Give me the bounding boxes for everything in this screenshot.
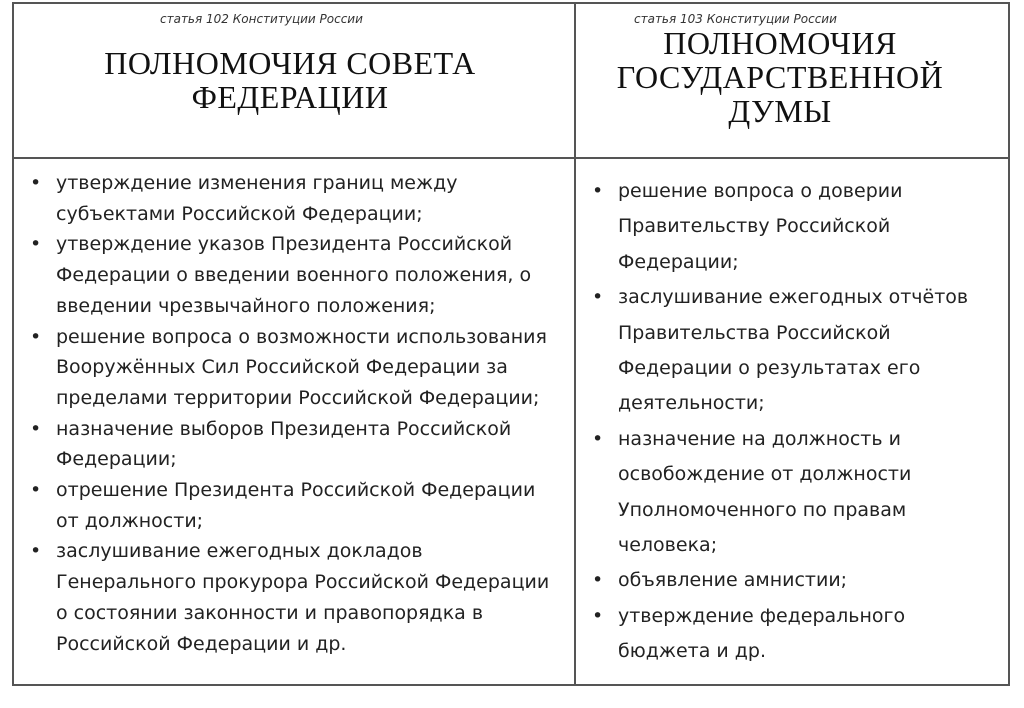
state-duma-powers-list: [618, 174, 988, 670]
list-item: • заслушивание ежегодных докладов Генерального прокурора Российской Федерации о состоянии законности и правопорядка в Российской Федерации и др.: [56, 536, 552, 659]
title-line: ГОСУДАРСТВЕННОЙ: [616, 59, 944, 95]
federation-council-title: [40, 46, 540, 114]
title-line: ПОЛНОМОЧИЯ СОВЕТА: [104, 45, 476, 81]
left-article-reference: статья 102 Конституции России: [160, 12, 363, 26]
title-line: ПОЛНОМОЧИЯ: [663, 25, 897, 61]
list-item: • утверждение изменения границ между субъектами Российской Федерации;: [56, 168, 552, 229]
list-item: • отрешение Президента Российской Федерации от должности;: [56, 475, 552, 536]
list-item: • назначение на должность и освобождение от должности Уполномоченного по правам человека;: [618, 422, 988, 564]
list-item: • решение вопроса о доверии Правительству Российской Федерации;: [618, 174, 988, 280]
list-item: • объявление амнистии;: [618, 563, 988, 598]
list-item: • решение вопроса о возможности использования Вооружённых Сил Российской Федерации за пределами территории Российской Федерации;: [56, 322, 552, 414]
list-item: • заслушивание ежегодных отчётов Правительства Российской Федерации о результатах его деятельности;: [618, 280, 988, 422]
list-item: • утверждение федерального бюджета и др.: [618, 599, 988, 670]
federation-council-powers-list: [56, 168, 552, 659]
list-item: • назначение выборов Президента Российской Федерации;: [56, 414, 552, 475]
right-article-reference: статья 103 Конституции России: [634, 12, 837, 26]
state-duma-title: [562, 26, 998, 128]
header-divider: [14, 157, 1008, 159]
list-item: • утверждение указов Президента Российской Федерации о введении военного положения, о введении чрезвычайного положения;: [56, 229, 552, 321]
title-line: ФЕДЕРАЦИИ: [191, 79, 389, 115]
title-line: ДУМЫ: [728, 93, 832, 129]
